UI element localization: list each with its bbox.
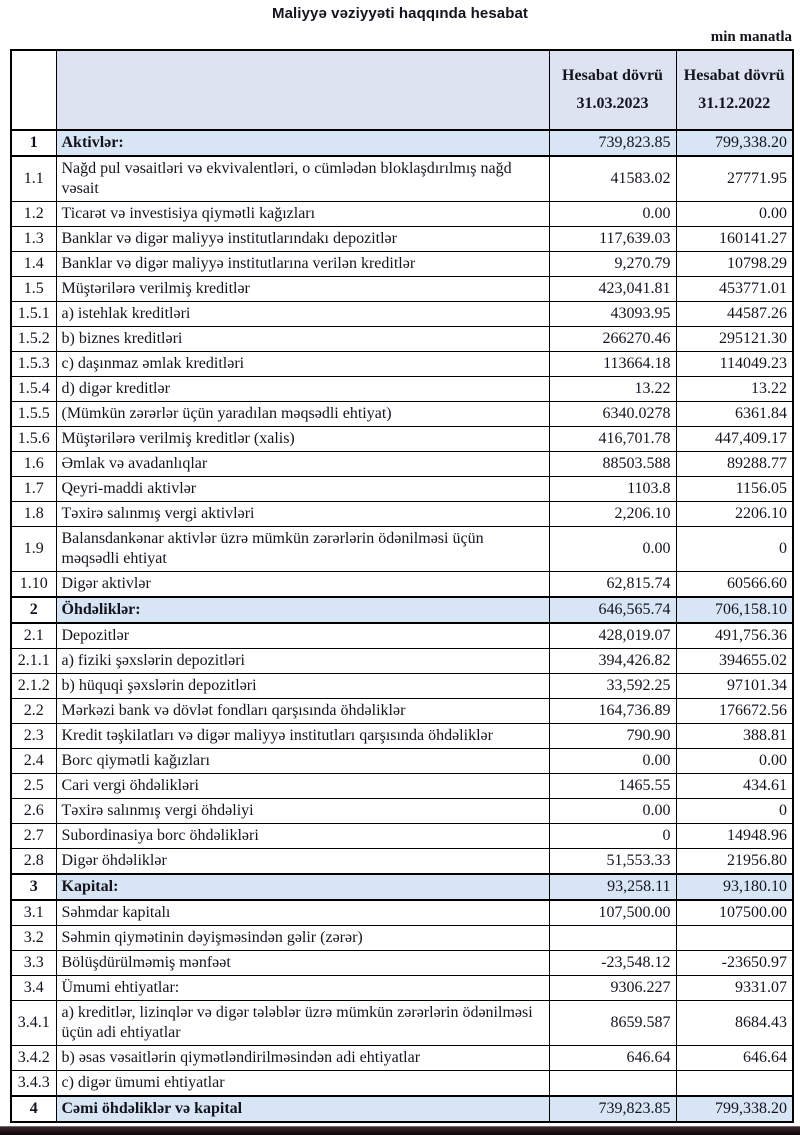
table-row: [11, 597, 793, 623]
row-label: Təxirə salınmış vergi aktivləri: [56, 502, 549, 527]
row-value-current: [549, 1071, 676, 1097]
row-number: 1.5: [11, 277, 56, 302]
row-label: Kredit təşkilatları və digər maliyyə institutları qarşısında öhdəliklər: [56, 724, 549, 749]
table-row: [11, 976, 793, 1001]
row-number: 2.3: [11, 724, 56, 749]
row-value-current: 93,258.11: [549, 874, 676, 900]
row-value-current: 2,206.10: [549, 502, 676, 527]
period-previous-date: 31.12.2022: [698, 95, 771, 112]
row-number: 2.2: [11, 699, 56, 724]
table-row: [11, 1071, 793, 1097]
row-value-previous: 0.00: [676, 202, 793, 227]
table-row: [11, 623, 793, 649]
header-corner-cell: [11, 50, 56, 130]
table-row: [11, 202, 793, 227]
row-number: 2.1.1: [11, 649, 56, 674]
row-value-previous: 0.00: [676, 749, 793, 774]
page-bottom-edge: [0, 1126, 800, 1135]
row-value-current: 107,500.00: [549, 900, 676, 926]
row-label: c) digər ümumi ehtiyatlar: [56, 1071, 549, 1097]
row-value-previous: 0: [676, 527, 793, 572]
row-value-previous: [676, 1071, 793, 1097]
unit-note: min manatla: [710, 29, 792, 45]
row-value-previous: 97101.34: [676, 674, 793, 699]
row-number: 1.1: [11, 156, 56, 202]
row-value-current: 646.64: [549, 1046, 676, 1071]
row-value-previous: 646.64: [676, 1046, 793, 1071]
row-number: 3.3: [11, 951, 56, 976]
row-value-current: 117,639.03: [549, 227, 676, 252]
row-value-previous: 10798.29: [676, 252, 793, 277]
header-period-previous: [676, 50, 793, 130]
row-value-previous: 21956.80: [676, 849, 793, 875]
row-label: Səhmdar kapitalı: [56, 900, 549, 926]
row-value-current: 62,815.74: [549, 572, 676, 598]
row-number: 1.2: [11, 202, 56, 227]
row-number: 1.9: [11, 527, 56, 572]
row-value-current: [549, 926, 676, 951]
row-value-previous: -23650.97: [676, 951, 793, 976]
row-value-previous: 799,338.20: [676, 1096, 793, 1122]
row-value-current: 646,565.74: [549, 597, 676, 623]
table-row: [11, 874, 793, 900]
table-row: [11, 156, 793, 202]
row-value-current: 394,426.82: [549, 649, 676, 674]
row-value-current: 0.00: [549, 749, 676, 774]
row-value-previous: 9331.07: [676, 976, 793, 1001]
row-number: 3.2: [11, 926, 56, 951]
row-number: 1.5.1: [11, 302, 56, 327]
table-row: [11, 774, 793, 799]
table-row: [11, 799, 793, 824]
row-value-current: 0.00: [549, 799, 676, 824]
row-value-current: 9,270.79: [549, 252, 676, 277]
table-row: [11, 674, 793, 699]
row-label: Öhdəliklər:: [56, 597, 549, 623]
row-value-previous: 706,158.10: [676, 597, 793, 623]
row-number: 4: [11, 1096, 56, 1122]
row-label: Cari vergi öhdəlikləri: [56, 774, 549, 799]
table-row: [11, 502, 793, 527]
row-number: 3.1: [11, 900, 56, 926]
row-value-previous: 295121.30: [676, 327, 793, 352]
row-label: c) daşınmaz əmlak kreditləri: [56, 352, 549, 377]
row-label: Müştərilərə verilmiş kreditlər: [56, 277, 549, 302]
row-number: 2.5: [11, 774, 56, 799]
row-number: 1.5.3: [11, 352, 56, 377]
row-label: Bölüşdürülməmiş mənfəət: [56, 951, 549, 976]
row-label: Ümumi ehtiyatlar:: [56, 976, 549, 1001]
table-row: [11, 377, 793, 402]
row-value-current: 790.90: [549, 724, 676, 749]
financial-position-table: [10, 49, 794, 1123]
row-value-previous: 388.81: [676, 724, 793, 749]
row-value-previous: 2206.10: [676, 502, 793, 527]
row-value-previous: 394655.02: [676, 649, 793, 674]
table-row: [11, 130, 793, 156]
table-row: [11, 427, 793, 452]
table-row: [11, 1001, 793, 1046]
row-label: d) digər kreditlər: [56, 377, 549, 402]
table-row: [11, 849, 793, 875]
row-label: Borc qiymətli kağızları: [56, 749, 549, 774]
row-label: Depozitlər: [56, 623, 549, 649]
table-row: [11, 402, 793, 427]
row-number: 1: [11, 130, 56, 156]
row-value-current: 416,701.78: [549, 427, 676, 452]
row-value-current: 428,019.07: [549, 623, 676, 649]
row-number: 3.4.2: [11, 1046, 56, 1071]
page-title: Maliyyə vəziyyəti haqqında hesabat: [272, 5, 528, 22]
row-number: 2: [11, 597, 56, 623]
table-row: [11, 1046, 793, 1071]
row-value-current: 0.00: [549, 527, 676, 572]
header-description-cell: [56, 50, 549, 130]
row-number: 1.5.6: [11, 427, 56, 452]
row-number: 1.10: [11, 572, 56, 598]
row-value-current: 6340.0278: [549, 402, 676, 427]
table-row: [11, 951, 793, 976]
row-label: Balansdankənar aktivlər üzrə mümkün zərərlərin ödənilməsi üçün məqsədli ehtiyat: [56, 527, 549, 572]
row-value-previous: 491,756.36: [676, 623, 793, 649]
table-row: [11, 477, 793, 502]
table-row: [11, 926, 793, 951]
row-value-current: 113664.18: [549, 352, 676, 377]
row-number: 2.8: [11, 849, 56, 875]
table-row: [11, 527, 793, 572]
row-label: Ticarət və investisiya qiymətli kağızları: [56, 202, 549, 227]
table-row: [11, 252, 793, 277]
row-label: Qeyri-maddi aktivlər: [56, 477, 549, 502]
table-row: [11, 277, 793, 302]
row-value-previous: [676, 926, 793, 951]
row-label: b) biznes kreditləri: [56, 327, 549, 352]
row-number: 1.7: [11, 477, 56, 502]
table-row: [11, 1096, 793, 1122]
period-current-label: Hesabat dövrü: [562, 67, 663, 84]
table-row: [11, 227, 793, 252]
row-number: 3.4.1: [11, 1001, 56, 1046]
table-body: [11, 130, 793, 1122]
row-number: 1.5.4: [11, 377, 56, 402]
row-value-current: 13.22: [549, 377, 676, 402]
table-row: [11, 452, 793, 477]
row-value-previous: 13.22: [676, 377, 793, 402]
row-value-current: 41583.02: [549, 156, 676, 202]
period-current-date: 31.03.2023: [576, 95, 649, 112]
row-label: Banklar və digər maliyyə institutlarına verilən kreditlər: [56, 252, 549, 277]
row-label: b) əsas vəsaitlərin qiymətləndirilməsindən adi ehtiyatlar: [56, 1046, 549, 1071]
row-number: 2.1.2: [11, 674, 56, 699]
row-value-previous: 89288.77: [676, 452, 793, 477]
row-value-previous: 1156.05: [676, 477, 793, 502]
row-label: Banklar və digər maliyyə institutlarındakı depozitlər: [56, 227, 549, 252]
row-value-current: 1465.55: [549, 774, 676, 799]
row-value-current: 739,823.85: [549, 130, 676, 156]
table-row: [11, 302, 793, 327]
row-value-previous: 453771.01: [676, 277, 793, 302]
row-value-current: 423,041.81: [549, 277, 676, 302]
table-row: [11, 824, 793, 849]
table-row: [11, 649, 793, 674]
row-value-previous: 114049.23: [676, 352, 793, 377]
row-value-previous: 0: [676, 799, 793, 824]
row-value-current: 33,592.25: [549, 674, 676, 699]
row-value-previous: 434.61: [676, 774, 793, 799]
row-value-previous: 93,180.10: [676, 874, 793, 900]
header-period-current: [549, 50, 676, 130]
table-row: [11, 699, 793, 724]
row-value-previous: 160141.27: [676, 227, 793, 252]
row-value-previous: 107500.00: [676, 900, 793, 926]
row-label: a) kreditlər, lizinqlər və digər tələblər üzrə mümkün zərərlərin ödənilməsi üçün adi ehtiyatlar: [56, 1001, 549, 1046]
row-value-current: 0: [549, 824, 676, 849]
table-row: [11, 327, 793, 352]
table-row: [11, 352, 793, 377]
table-row: [11, 572, 793, 598]
row-value-previous: 176672.56: [676, 699, 793, 724]
row-number: 1.3: [11, 227, 56, 252]
row-label: Mərkəzi bank və dövlət fondları qarşısında öhdəliklər: [56, 699, 549, 724]
row-number: 1.8: [11, 502, 56, 527]
row-number: 2.7: [11, 824, 56, 849]
table-row: [11, 749, 793, 774]
row-value-previous: 6361.84: [676, 402, 793, 427]
row-value-current: -23,548.12: [549, 951, 676, 976]
row-number: 2.4: [11, 749, 56, 774]
row-label: Subordinasiya borc öhdəlikləri: [56, 824, 549, 849]
table-row: [11, 724, 793, 749]
row-number: 3.4: [11, 976, 56, 1001]
row-value-current: 8659.587: [549, 1001, 676, 1046]
row-label: (Mümkün zərərlər üçün yaradılan məqsədli ehtiyat): [56, 402, 549, 427]
row-value-previous: 8684.43: [676, 1001, 793, 1046]
row-number: 1.4: [11, 252, 56, 277]
row-value-previous: 447,409.17: [676, 427, 793, 452]
row-number: 2.1: [11, 623, 56, 649]
row-label: Digər öhdəliklər: [56, 849, 549, 875]
row-value-previous: 27771.95: [676, 156, 793, 202]
row-value-current: 9306.227: [549, 976, 676, 1001]
row-label: Əmlak və avadanlıqlar: [56, 452, 549, 477]
row-value-current: 266270.46: [549, 327, 676, 352]
row-label: Nağd pul vəsaitləri və ekvivalentləri, o cümlədən bloklaşdırılmış nağd vəsait: [56, 156, 549, 202]
row-label: a) fiziki şəxslərin depozitləri: [56, 649, 549, 674]
period-previous-label: Hesabat dövrü: [683, 67, 785, 84]
row-number: 1.5.2: [11, 327, 56, 352]
row-value-current: 43093.95: [549, 302, 676, 327]
row-value-current: 88503.588: [549, 452, 676, 477]
row-value-previous: 14948.96: [676, 824, 793, 849]
row-label: Digər aktivlər: [56, 572, 549, 598]
row-label: Aktivlər:: [56, 130, 549, 156]
row-value-current: 51,553.33: [549, 849, 676, 875]
row-number: 1.6: [11, 452, 56, 477]
row-value-current: 164,736.89: [549, 699, 676, 724]
row-value-previous: 44587.26: [676, 302, 793, 327]
table-header-row: [11, 50, 793, 130]
row-label: Təxirə salınmış vergi öhdəliyi: [56, 799, 549, 824]
row-value-current: 0.00: [549, 202, 676, 227]
row-label: a) istehlak kreditləri: [56, 302, 549, 327]
row-number: 3.4.3: [11, 1071, 56, 1097]
row-label: Cəmi öhdəliklər və kapital: [56, 1096, 549, 1122]
row-value-current: 739,823.85: [549, 1096, 676, 1122]
row-value-previous: 799,338.20: [676, 130, 793, 156]
row-label: Səhmin qiymətinin dəyişməsindən gəlir (zərər): [56, 926, 549, 951]
row-number: 3: [11, 874, 56, 900]
row-label: Müştərilərə verilmiş kreditlər (xalis): [56, 427, 549, 452]
row-label: Kapital:: [56, 874, 549, 900]
row-number: 2.6: [11, 799, 56, 824]
row-number: 1.5.5: [11, 402, 56, 427]
table-row: [11, 900, 793, 926]
row-value-current: 1103.8: [549, 477, 676, 502]
row-label: b) hüquqi şəxslərin depozitləri: [56, 674, 549, 699]
row-value-previous: 60566.60: [676, 572, 793, 598]
